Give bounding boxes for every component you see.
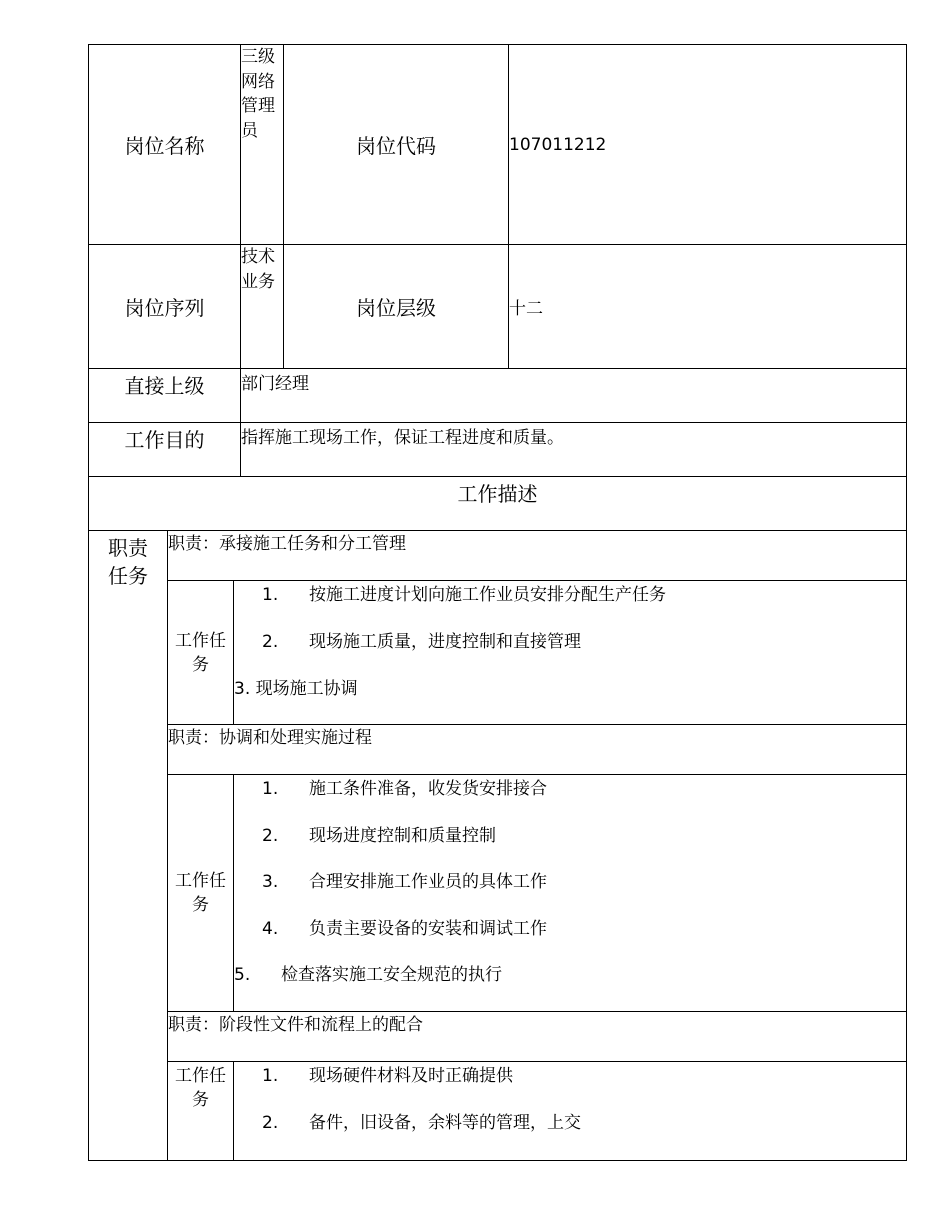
task-list xyxy=(233,580,907,725)
task-number: 2. xyxy=(262,826,279,846)
task-label: 工作任务 xyxy=(167,1061,234,1161)
position-name-value: 三级网络管理员 xyxy=(240,44,284,245)
position-code-value: 107011212 xyxy=(508,44,907,245)
purpose-label: 工作目的 xyxy=(88,422,241,477)
task-item xyxy=(234,964,502,986)
task-item xyxy=(262,1112,581,1134)
task-number: 5. xyxy=(234,965,251,985)
task-text: 负责主要设备的安装和调试工作 xyxy=(309,919,547,939)
task-text: 合理安排施工作业员的具体工作 xyxy=(309,872,547,892)
task-text: 现场硬件材料及时正确提供 xyxy=(309,1066,513,1086)
task-item xyxy=(262,825,496,847)
task-number: 2. xyxy=(262,632,279,652)
task-text: 现场进度控制和质量控制 xyxy=(309,826,496,846)
task-number: 1. xyxy=(262,779,279,799)
position-level-value: 十二 xyxy=(508,244,907,369)
task-list xyxy=(233,774,907,1012)
work-description-title: 工作描述 xyxy=(88,476,907,531)
duties-label: 职责任务 xyxy=(88,530,168,1161)
position-code-label: 岗位代码 xyxy=(283,44,509,245)
task-item xyxy=(262,778,547,800)
supervisor-value: 部门经理 xyxy=(240,368,907,423)
task-number: 1. xyxy=(262,1066,279,1086)
supervisor-label: 直接上级 xyxy=(88,368,241,423)
task-item xyxy=(262,871,547,893)
position-level-label: 岗位层级 xyxy=(283,244,509,369)
task-label: 工作任务 xyxy=(167,774,234,1012)
position-name-label: 岗位名称 xyxy=(88,44,241,245)
duty-title: 职责：阶段性文件和流程上的配合 xyxy=(167,1011,907,1062)
task-item xyxy=(262,584,666,606)
duty-title: 职责：承接施工任务和分工管理 xyxy=(167,530,907,581)
task-number: 1. xyxy=(262,585,279,605)
task-label: 工作任务 xyxy=(167,580,234,725)
task-list xyxy=(233,1061,907,1161)
task-item xyxy=(234,678,358,700)
job-description-table xyxy=(88,44,907,1161)
task-text: 备件，旧设备，余料等的管理，上交 xyxy=(309,1113,581,1133)
task-item xyxy=(262,1065,513,1087)
purpose-value: 指挥施工现场工作，保证工程进度和质量。 xyxy=(240,422,907,477)
task-item xyxy=(262,631,581,653)
task-text: 3. 现场施工协调 xyxy=(234,679,358,699)
position-series-label: 岗位序列 xyxy=(88,244,241,369)
position-series-value: 技术业务 xyxy=(240,244,284,369)
task-text: 检查落实施工安全规范的执行 xyxy=(281,965,502,985)
task-text: 按施工进度计划向施工作业员安排分配生产任务 xyxy=(309,585,666,605)
task-item xyxy=(262,918,547,940)
duty-title: 职责：协调和处理实施过程 xyxy=(167,724,907,775)
task-text: 施工条件准备，收发货安排接合 xyxy=(309,779,547,799)
task-number: 3. xyxy=(262,872,279,892)
task-number: 2. xyxy=(262,1113,279,1133)
task-text: 现场施工质量，进度控制和直接管理 xyxy=(309,632,581,652)
task-number: 4. xyxy=(262,919,279,939)
